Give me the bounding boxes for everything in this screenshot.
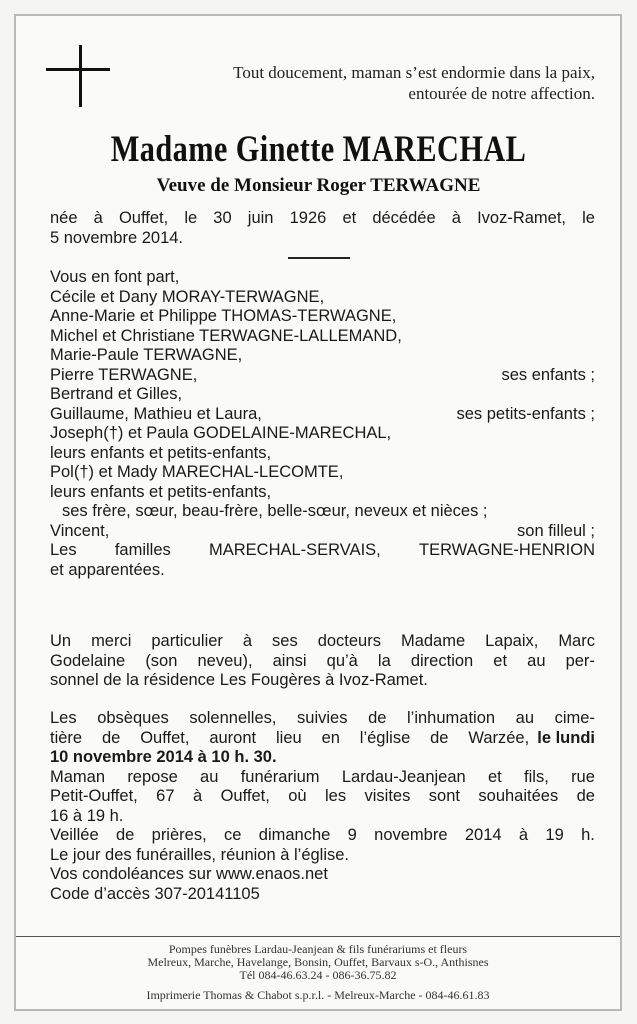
word: merci	[91, 632, 132, 650]
word: 67	[156, 787, 175, 805]
visit-line	[50, 768, 595, 788]
word: visites	[364, 787, 411, 805]
condolences-line: Vos condoléances sur www.enaos.net	[50, 865, 328, 883]
sibling-line: Pol(†) et Mady MARECHAL-LECOMTE,	[50, 463, 344, 481]
vigil-line	[50, 826, 595, 846]
word: neveu),	[197, 651, 253, 670]
word: sont	[428, 787, 460, 805]
godson-name: Vincent,	[50, 521, 110, 540]
word: particulier	[151, 632, 223, 650]
word: au	[200, 767, 219, 786]
funeral-line	[50, 729, 595, 749]
godson-row	[50, 522, 595, 542]
word: à	[93, 209, 103, 227]
word: de	[430, 728, 449, 747]
word: Les	[50, 541, 77, 559]
word: ainsi	[272, 651, 307, 670]
word: cime-	[554, 709, 595, 727]
word: ce	[224, 826, 242, 844]
quote-line: entourée de notre affection.	[408, 84, 595, 103]
child-line: Pierre TERWAGNE,	[50, 365, 198, 384]
word: 2014	[464, 826, 502, 844]
thanks-line: sonnel de la résidence Les Fougères à Ivoz-Ramet.	[50, 671, 428, 689]
word: 19	[545, 826, 564, 844]
word: suivies	[297, 709, 348, 727]
word: et	[487, 767, 502, 786]
word: ses	[272, 632, 298, 650]
word: juin	[247, 209, 274, 227]
sibling-line: Joseph(†) et Paula GODELAINE-MARECHAL,	[50, 424, 392, 442]
grandchildren-role: ses petits-enfants ;	[456, 404, 595, 423]
word: Veillée	[50, 826, 99, 844]
word: solennelles,	[189, 709, 277, 727]
sibling-sub-line: leurs enfants et petits-enfants,	[50, 482, 272, 501]
word: obsèques	[97, 709, 169, 727]
word: TERWAGNE-HENRION	[418, 541, 595, 559]
word: au	[527, 651, 546, 670]
meeting-line: Le jour des funérailles, réunion à l’église.	[50, 845, 350, 864]
word: Godelaine	[50, 651, 126, 670]
word: 1926	[289, 209, 327, 227]
sibling-sub-line: leurs enfants et petits-enfants,	[50, 443, 272, 462]
funeral-day: le lundi	[537, 728, 595, 747]
word: de	[368, 709, 387, 727]
word: née	[50, 209, 78, 227]
word: le	[184, 209, 198, 227]
word: Marc	[558, 632, 595, 650]
word: au	[515, 709, 534, 727]
word: les	[325, 787, 347, 805]
word: décédée	[372, 209, 436, 227]
birth-death-line	[50, 209, 595, 229]
word: Les	[50, 709, 77, 727]
funeral-line	[50, 709, 595, 729]
birth-death-line: 5 novembre 2014.	[50, 228, 184, 247]
separator-rule	[288, 257, 350, 259]
word: et	[493, 651, 508, 670]
visit-line	[50, 787, 595, 807]
word: Ouffet,	[140, 728, 190, 747]
word: l’inhumation	[407, 709, 496, 727]
word: (son	[145, 651, 178, 670]
word: Ivoz-Ramet,	[477, 209, 567, 227]
word: Lardau-Jeanjean	[341, 767, 466, 786]
word: Ouffet,	[220, 787, 270, 805]
funeral-datetime: 10 novembre 2014 à 10 h. 30.	[50, 748, 277, 766]
widow-of-line: Veuve de Monsieur Roger TERWAGNE	[156, 175, 481, 196]
visit-line: 16 à 19 h.	[50, 806, 124, 825]
word: qu’à	[326, 651, 358, 670]
word: rue	[571, 767, 595, 786]
deceased-name: Madame Ginette MARECHAL	[110, 129, 527, 170]
word: docteurs	[317, 632, 381, 650]
footer-line: Melreux, Marche, Havelange, Bonsin, Ouffet, Barvaux s-O., Anthisnes	[147, 955, 489, 969]
word: à	[242, 632, 253, 650]
child-line: Anne-Marie et Philippe THOMAS-TERWAGNE,	[50, 307, 397, 325]
thanks-paragraph	[50, 632, 595, 691]
funeral-details	[50, 709, 595, 904]
word: la	[377, 651, 391, 670]
child-role-row	[50, 366, 595, 386]
word: Warzée,	[468, 728, 530, 747]
word: à	[451, 209, 461, 227]
funeral-line-start	[50, 729, 529, 749]
word: direction	[410, 651, 474, 670]
word: de	[115, 826, 135, 844]
child-line: Michel et Christiane TERWAGNE-LALLEMAND,	[50, 326, 402, 345]
printer-footer	[16, 936, 620, 1010]
epigraph-quote	[140, 62, 595, 104]
word: Maman	[50, 767, 106, 786]
word: où	[288, 787, 307, 805]
access-code-line: Code d’accès 307-20141105	[50, 884, 260, 903]
children-role: ses enfants ;	[501, 365, 595, 384]
word: 9	[347, 826, 357, 844]
word: fils,	[524, 767, 549, 786]
word: Petit-Ouffet,	[50, 787, 138, 805]
families-line	[50, 541, 595, 561]
families-line: et apparentées.	[50, 560, 165, 579]
word: repose	[127, 767, 178, 786]
child-line: Marie-Paule TERWAGNE,	[50, 346, 243, 364]
godson-role: son filleul ;	[517, 521, 595, 540]
cross-icon	[46, 45, 110, 107]
word: auront	[209, 728, 257, 747]
word: tière	[50, 728, 83, 747]
thanks-line	[50, 632, 595, 652]
word: à	[518, 826, 529, 844]
word: de	[101, 728, 121, 747]
quote-line: Tout doucement, maman s’est endormie dans la paix,	[233, 63, 595, 82]
announcement-intro: Vous en font part,	[50, 268, 180, 286]
word: prières,	[151, 826, 207, 844]
footer-line: Tél 084-46.63.24 - 086-36.75.82	[239, 968, 397, 982]
family-announcement	[50, 268, 595, 580]
word: dimanche	[258, 826, 331, 844]
siblings-role: ses frère, sœur, beau-frère, belle-sœur, neveux et nièces ;	[62, 502, 488, 520]
word: familles	[114, 541, 171, 559]
word: Lapaix,	[485, 632, 539, 650]
grandchildren-line: Bertrand et Gilles,	[50, 385, 183, 403]
word: souhaitées	[478, 787, 559, 805]
word: 30	[213, 209, 232, 227]
grandchildren-line: Guillaume, Mathieu et Laura,	[50, 404, 262, 423]
birth-death-text	[50, 209, 595, 248]
word: le	[582, 209, 595, 227]
word: lieu	[276, 728, 302, 747]
footer-line: Pompes funèbres Lardau-Jeanjean & fils funérariums et fleurs	[168, 942, 468, 956]
word: de	[576, 787, 595, 805]
word: novembre	[374, 826, 448, 844]
child-line: Cécile et Dany MORAY-TERWAGNE,	[50, 287, 325, 306]
word: per-	[565, 651, 595, 670]
word: Madame	[400, 632, 466, 650]
word: funérarium	[240, 767, 320, 786]
footer-line: Imprimerie Thomas & Chabot s.p.r.l. - Melreux-Marche - 084-46.61.83	[146, 988, 490, 1002]
word: à	[192, 787, 203, 805]
word: et	[342, 209, 357, 227]
grandchildren-role-row	[50, 405, 595, 425]
thanks-line	[50, 652, 595, 672]
word: l’église	[359, 728, 411, 747]
word: en	[321, 728, 340, 747]
word: MARECHAL-SERVAIS,	[208, 541, 381, 559]
word: Un	[50, 632, 72, 650]
word: Ouffet,	[118, 209, 169, 227]
word: h.	[581, 826, 595, 844]
